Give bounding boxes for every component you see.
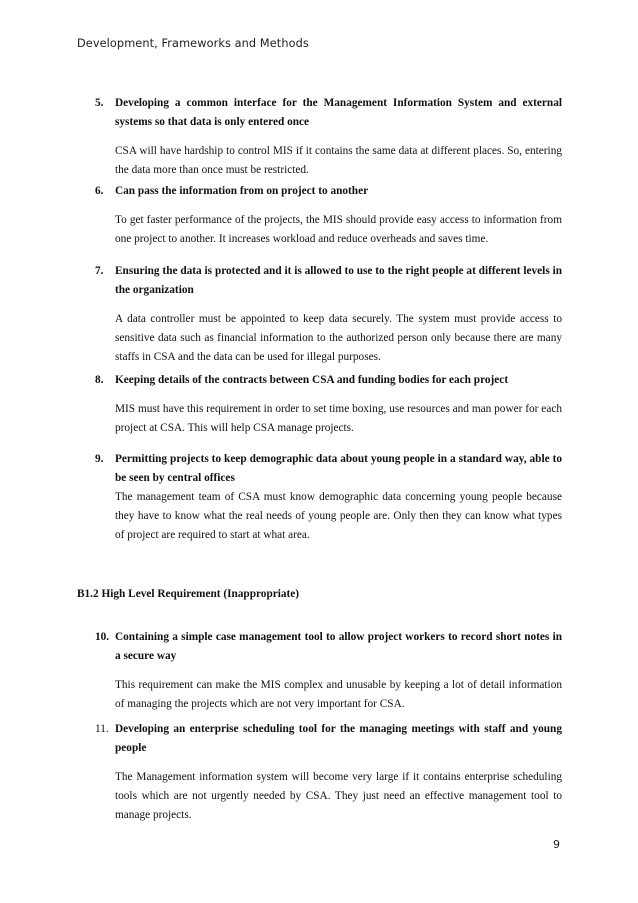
item-number: 9.	[95, 453, 104, 465]
item-number: 10.	[95, 631, 110, 643]
requirement-item	[95, 262, 562, 367]
item-title: Ensuring the data is protected and it is allowed to use to the right people at different levels in the organization	[115, 265, 562, 296]
requirement-item	[95, 720, 562, 825]
requirement-item	[95, 450, 562, 545]
requirement-item	[95, 182, 562, 249]
item-title: Keeping details of the contracts between CSA and funding bodies for each project	[115, 374, 509, 386]
item-body: A data controller must be appointed to keep data securely. The system must provide access to sensitive data such as financial information to the authorized person only because there are many staffs in CSA and the data can be used for illegal purposes.	[115, 313, 562, 363]
running-header: Development, Frameworks and Methods	[77, 37, 309, 50]
item-number: 6.	[95, 185, 104, 197]
item-number: 7.	[95, 265, 104, 277]
item-body: The Management information system will become very large if it contains enterprise scheduling tools which are not urgently needed by CSA. They just need an effective management tool to manage projects.	[115, 771, 562, 821]
item-body: The management team of CSA must know demographic data concerning young people because they have to know what the real needs of young people are. Only then they can know what types of project are required to start at what area.	[115, 491, 562, 541]
requirement-item	[95, 371, 562, 438]
item-title: Permitting projects to keep demographic data about young people in a standard way, able to be seen by central offices	[115, 453, 562, 484]
item-title: Containing a simple case management tool to allow project workers to record short notes in a secure way	[115, 631, 562, 662]
item-title: Can pass the information from on project to another	[115, 185, 369, 197]
item-title: Developing a common interface for the Management Information System and external systems so that data is only entered once	[115, 97, 562, 128]
item-body: MIS must have this requirement in order to set time boxing, use resources and man power for each project at CSA. This will help CSA manage projects.	[115, 403, 562, 434]
item-body: This requirement can make the MIS complex and unusable by keeping a lot of detail information of managing the projects which are not very important for CSA.	[115, 679, 562, 710]
item-body: To get faster performance of the projects, the MIS should provide easy access to information from one project to another. It increases workload and reduce overheads and saves time.	[115, 214, 562, 245]
section-heading: B1.2 High Level Requirement (Inappropriate)	[77, 588, 300, 600]
item-number: 8.	[95, 374, 104, 386]
requirement-item	[95, 94, 562, 180]
requirement-item	[95, 628, 562, 714]
item-title: Developing an enterprise scheduling tool for the managing meetings with staff and young people	[115, 723, 562, 754]
item-body: CSA will have hardship to control MIS if it contains the same data at different places. So, entering the data more than once must be restricted.	[115, 145, 562, 176]
item-number: 11.	[95, 723, 109, 735]
page-number: 9	[553, 838, 560, 851]
item-number: 5.	[95, 97, 104, 109]
